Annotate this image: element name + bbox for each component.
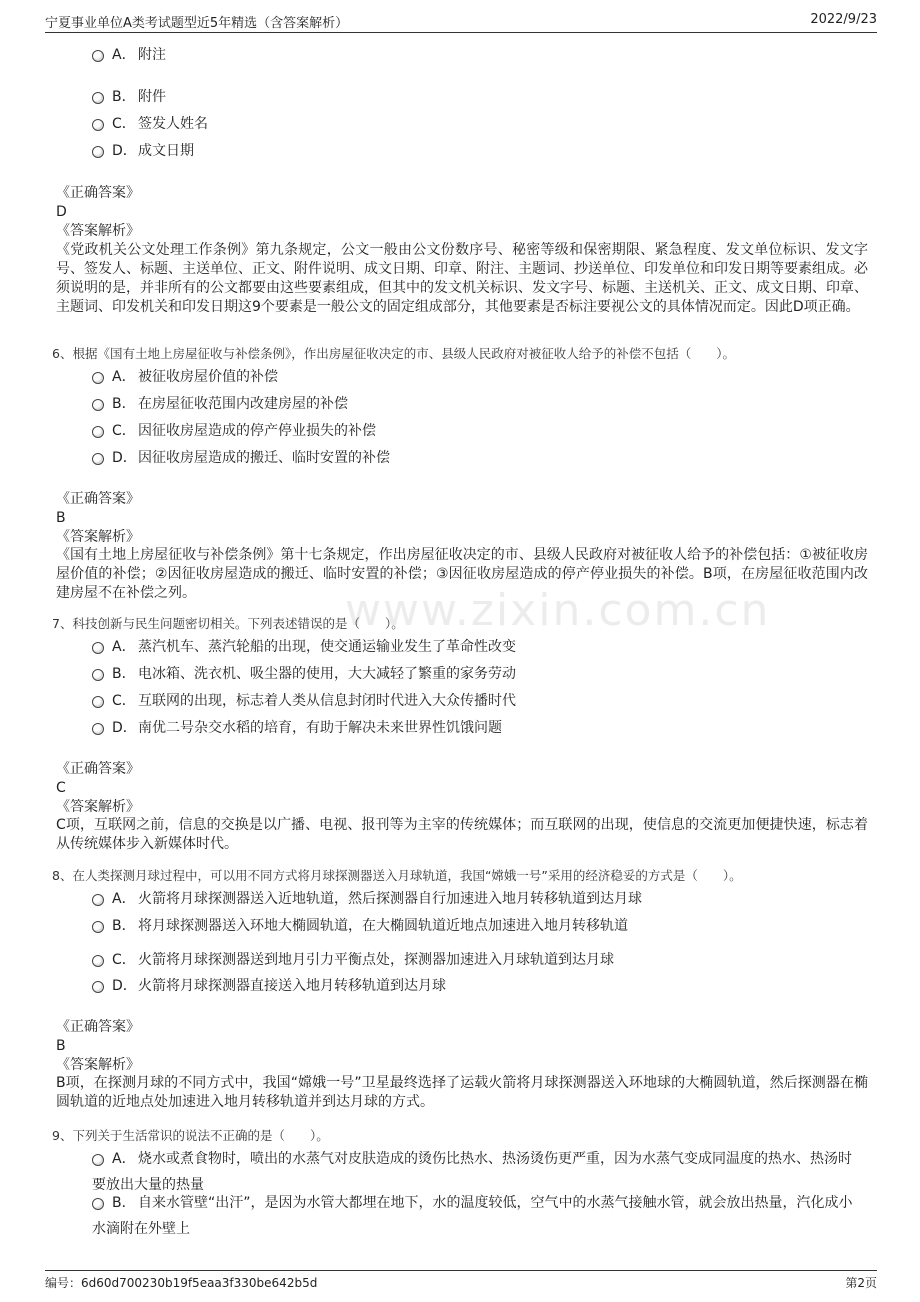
document-code: 编号：6d60d700230b19f5eaa3f330be642b5d <box>45 1276 318 1290</box>
q8-option-a[interactable] <box>92 886 882 912</box>
q9-question: 9、下列关于生活常识的说法不正确的是（ ）。 <box>52 1128 329 1143</box>
q6-analysis-label: 《答案解析》 <box>56 529 140 545</box>
option-text: 南优二号杂交水稻的培育，有助于解决未来世界性饥饿问题 <box>138 720 502 736</box>
q5-answer: D <box>56 204 67 220</box>
q7-answer: C <box>56 780 66 796</box>
option-letter: B． <box>112 89 136 105</box>
radio-icon[interactable] <box>92 1154 104 1166</box>
radio-icon[interactable] <box>92 921 104 933</box>
option-letter: D． <box>112 978 137 994</box>
q7-analysis-label: 《答案解析》 <box>56 799 140 815</box>
q7-option-b[interactable] <box>92 661 882 687</box>
q7-option-d[interactable] <box>92 715 882 741</box>
q5-option-a[interactable] <box>92 42 882 68</box>
radio-icon[interactable] <box>92 1198 104 1210</box>
radio-icon[interactable] <box>92 50 104 62</box>
q7-analysis: C项，互联网之前，信息的交换是以广播、电视、报刊等为主宰的传统媒体；而互联网的出现，使信息的交流更加便捷快速，标志着从传统媒体步入新媒体时代。 <box>56 817 868 852</box>
option-text: 成文日期 <box>138 143 194 159</box>
option-letter: A． <box>112 369 136 385</box>
page-footer <box>45 1270 877 1293</box>
option-text: 蒸汽机车、蒸汽轮船的出现，使交通运输业发生了革命性改变 <box>138 639 516 655</box>
option-letter: C． <box>112 952 136 968</box>
q7-question: 7、科技创新与民生问题密切相关。下列表述错误的是（ ）。 <box>52 616 404 631</box>
radio-icon[interactable] <box>92 372 104 384</box>
option-text: 附注 <box>138 47 166 63</box>
option-letter: A． <box>112 1151 136 1167</box>
q6-answer: B <box>56 510 66 526</box>
option-letter: B． <box>112 666 136 682</box>
q6-answer-label: 《正确答案》 <box>56 491 140 507</box>
option-text: 电冰箱、洗衣机、吸尘器的使用，大大减轻了繁重的家务劳动 <box>138 666 516 682</box>
option-letter: B． <box>112 1195 136 1211</box>
option-letter: A． <box>112 891 136 907</box>
page-header <box>45 10 877 33</box>
page-number: 第2页 <box>845 1276 877 1290</box>
radio-icon[interactable] <box>92 981 104 993</box>
option-text: 因征收房屋造成的停产停业损失的补偿 <box>138 423 376 439</box>
radio-icon[interactable] <box>92 955 104 967</box>
option-letter: D． <box>112 450 137 466</box>
radio-icon[interactable] <box>92 696 104 708</box>
q7-answer-label: 《正确答案》 <box>56 761 140 777</box>
option-letter: D． <box>112 143 137 159</box>
option-text: 将月球探测器送入环地大椭圆轨道，在大椭圆轨道近地点加速进入地月转移轨道 <box>138 918 628 934</box>
option-letter: C． <box>112 116 136 132</box>
radio-icon[interactable] <box>92 426 104 438</box>
q5-answer-label: 《正确答案》 <box>56 185 140 201</box>
q6-analysis: 《国有土地上房屋征收与补偿条例》第十七条规定，作出房屋征收决定的市、县级人民政府对被征收人给予的补偿包括：①被征收房屋价值的补偿；②因征收房屋造成的搬迁、临时安置的补偿；③因征收房屋造成的停产停业损失的补偿。B项，在房屋征收范围内改建房屋不在补偿之列。 <box>56 547 868 601</box>
option-text: 签发人姓名 <box>138 116 208 132</box>
q8-question: 8、在人类探测月球过程中，可以用不同方式将月球探测器送入月球轨道，我国“嫦娥一号”采用的经济稳妥的方式是（ ）。 <box>52 868 742 883</box>
q8-option-b[interactable] <box>92 913 882 939</box>
q5-option-c[interactable] <box>92 111 882 137</box>
q8-analysis-label: 《答案解析》 <box>56 1057 140 1073</box>
q6-option-b[interactable] <box>92 391 882 417</box>
q5-analysis-label: 《答案解析》 <box>56 223 140 239</box>
option-letter: A． <box>112 47 136 63</box>
q8-option-d[interactable] <box>92 973 882 999</box>
radio-icon[interactable] <box>92 642 104 654</box>
q7-option-a[interactable] <box>92 634 882 660</box>
option-letter: D． <box>112 720 137 736</box>
document-date: 2022/9/23 <box>810 12 877 27</box>
q7-option-c[interactable] <box>92 688 882 714</box>
option-text: 互联网的出现，标志着人类从信息封闭时代进入大众传播时代 <box>138 693 516 709</box>
q8-option-c[interactable] <box>92 947 882 973</box>
radio-icon[interactable] <box>92 894 104 906</box>
option-text: 火箭将月球探测器送入近地轨道，然后探测器自行加速进入地月转移轨道到达月球 <box>138 891 642 907</box>
q8-analysis: B项，在探测月球的不同方式中，我国“嫦娥一号”卫星最终选择了运载火箭将月球探测器送入环地球的大椭圆轨道，然后探测器在椭圆轨道的近地点处加速进入地月转移轨道并到达月球的方式。 <box>56 1075 868 1110</box>
option-letter: A． <box>112 639 136 655</box>
q8-answer-label: 《正确答案》 <box>56 1019 140 1035</box>
radio-icon[interactable] <box>92 119 104 131</box>
radio-icon[interactable] <box>92 146 104 158</box>
radio-icon[interactable] <box>92 453 104 465</box>
option-text: 附件 <box>138 89 166 105</box>
radio-icon[interactable] <box>92 723 104 735</box>
q6-question: 6、根据《国有土地上房屋征收与补偿条例》，作出房屋征收决定的市、县级人民政府对被征收人给予的补偿不包括（ ）。 <box>52 346 735 361</box>
q6-option-c[interactable] <box>92 418 882 444</box>
q5-option-b[interactable] <box>92 84 882 110</box>
option-text: 在房屋征收范围内改建房屋的补偿 <box>138 396 348 412</box>
q6-option-a[interactable] <box>92 364 882 390</box>
q8-answer: B <box>56 1038 66 1054</box>
option-text: 被征收房屋价值的补偿 <box>138 369 278 385</box>
radio-icon[interactable] <box>92 399 104 411</box>
option-letter: B． <box>112 396 136 412</box>
q6-option-d[interactable] <box>92 445 882 471</box>
q5-option-d[interactable] <box>92 138 882 164</box>
option-text: 火箭将月球探测器送到地月引力平衡点处，探测器加速进入月球轨道到达月球 <box>138 952 614 968</box>
radio-icon[interactable] <box>92 669 104 681</box>
option-text: 烧水或煮食物时，喷出的水蒸气对皮肤造成的烫伤比热水、热汤烫伤更严重，因为水蒸气变成同温度的热水、热汤时要放出大量的热量 <box>92 1151 852 1193</box>
option-letter: C． <box>112 423 136 439</box>
option-text: 火箭将月球探测器直接送入地月转移轨道到达月球 <box>138 978 446 994</box>
option-text: 因征收房屋造成的搬迁、临时安置的补偿 <box>138 450 390 466</box>
q9-option-b[interactable] <box>92 1190 862 1242</box>
q5-analysis: 《党政机关公文处理工作条例》第九条规定，公文一般由公文份数序号、秘密等级和保密期限、紧急程度、发文单位标识、发文字号、签发人、标题、主送单位、正文、附件说明、成文日期、印章、附注、主题词、抄送单位、印发单位和印发日期等要素组成。必须说明的是，并非所有的公文都要由这些要素组成，但其中的发文机关标识、发文字号、标题、主送机关、正文、成文日期、印章、主题词、印发机关和印发日期这9个要素是一般公文的固定组成部分，其他要素是否标注要视公文的具体情况而定。因此D项正确。 <box>56 242 868 315</box>
option-letter: B． <box>112 918 136 934</box>
document-title: 宁夏事业单位A类考试题型近5年精选（含答案解析） <box>45 16 349 31</box>
watermark: www.zixin.com.cn <box>345 585 771 636</box>
option-text: 自来水管壁“出汗”，是因为水管大都埋在地下，水的温度较低，空气中的水蒸气接触水管，就会放出热量，汽化成小水滴附在外壁上 <box>92 1195 853 1237</box>
radio-icon[interactable] <box>92 92 104 104</box>
option-letter: C． <box>112 693 136 709</box>
